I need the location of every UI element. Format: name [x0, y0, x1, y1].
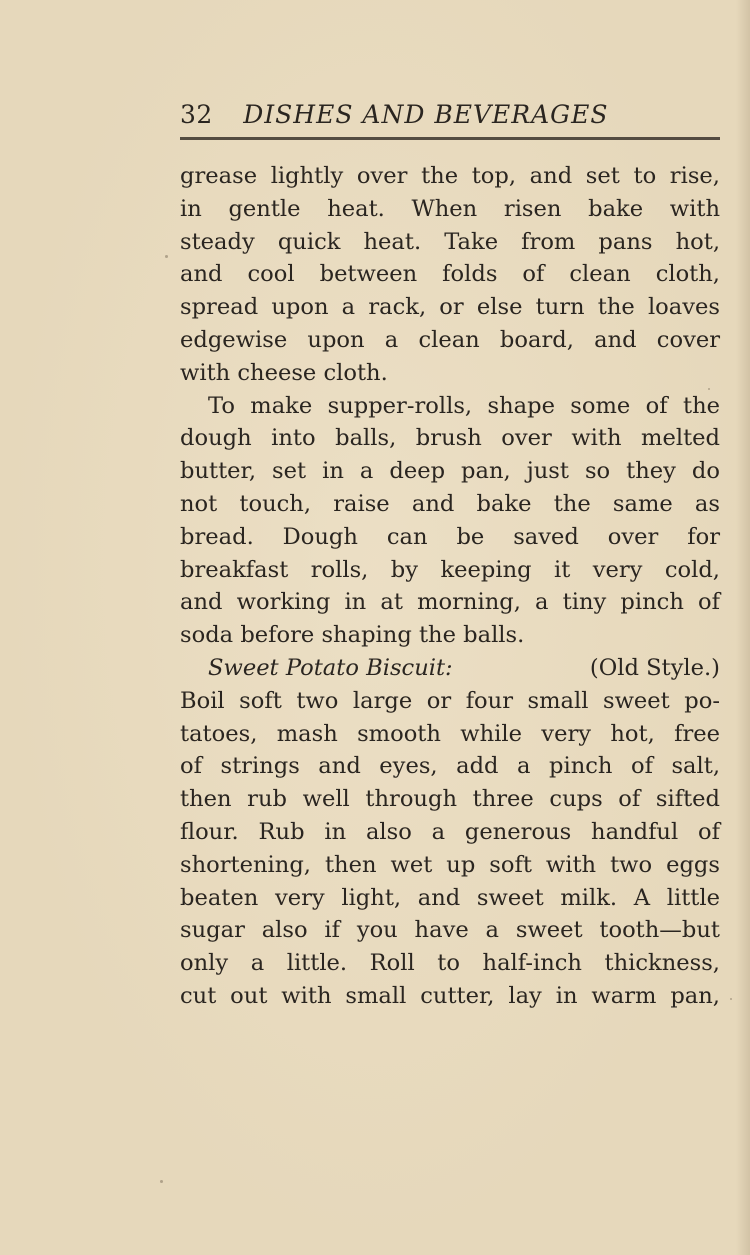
- recipe-style-note: (Old Style.): [589, 654, 720, 681]
- text-line: grease lightly over the top, and set to rise,: [180, 163, 720, 189]
- text-line: breakfast rolls, by keeping it very cold,: [180, 556, 720, 583]
- text-line: dough into balls, brush over with melted: [180, 425, 720, 452]
- text-line: with cheese cloth.: [180, 359, 388, 386]
- text-line: sugar also if you have a sweet tooth—but: [180, 917, 720, 944]
- text-line: shortening, then wet up soft with two eggs: [180, 851, 720, 878]
- header-rule: [180, 137, 720, 140]
- running-title: DISHES AND BEVERAGES: [243, 100, 609, 129]
- recipe-heading-line: [180, 652, 720, 685]
- text-line: To make supper-rolls, shape some of the: [208, 392, 720, 419]
- paper-speck: [165, 255, 168, 258]
- text-line: spread upon a rack, or else turn the loaves: [180, 294, 720, 321]
- text-line: bread. Dough can be saved over for: [180, 523, 720, 550]
- text-line: not touch, raise and bake the same as: [180, 490, 720, 517]
- text-line: tatoes, mash smooth while very hot, free: [180, 720, 720, 747]
- text-line: then rub well through three cups of sifted: [180, 786, 720, 813]
- paper-speck: [160, 1180, 163, 1183]
- text-line: only a little. Roll to half-inch thickness,: [180, 950, 720, 977]
- page-edge-shadow: [736, 0, 750, 1255]
- page-header: [180, 97, 720, 133]
- paper-speck: [708, 388, 710, 390]
- body-text: [180, 160, 720, 1013]
- text-line: butter, set in a deep pan, just so they do: [180, 458, 720, 485]
- text-line: edgewise upon a clean board, and cover: [180, 326, 720, 353]
- page-number: 32: [180, 100, 213, 129]
- text-line: and cool between folds of clean cloth,: [180, 261, 720, 288]
- text-line: steady quick heat. Take from pans hot,: [180, 228, 720, 255]
- text-line: Boil soft two large or four small sweet po-: [180, 687, 720, 714]
- text-line: of strings and eyes, add a pinch of salt,: [180, 753, 720, 780]
- paper-speck: [730, 998, 732, 1000]
- text-line: and working in at morning, a tiny pinch of: [180, 589, 720, 616]
- text-line: soda before shaping the balls.: [180, 622, 525, 649]
- text-line: beaten very light, and sweet milk. A little: [180, 884, 720, 911]
- text-line: cut out with small cutter, lay in warm pan,: [180, 982, 720, 1009]
- text-line: in gentle heat. When risen bake with: [180, 195, 720, 222]
- recipe-title: Sweet Potato Biscuit:: [208, 654, 453, 681]
- text-line: flour. Rub in also a generous handful of: [180, 818, 720, 845]
